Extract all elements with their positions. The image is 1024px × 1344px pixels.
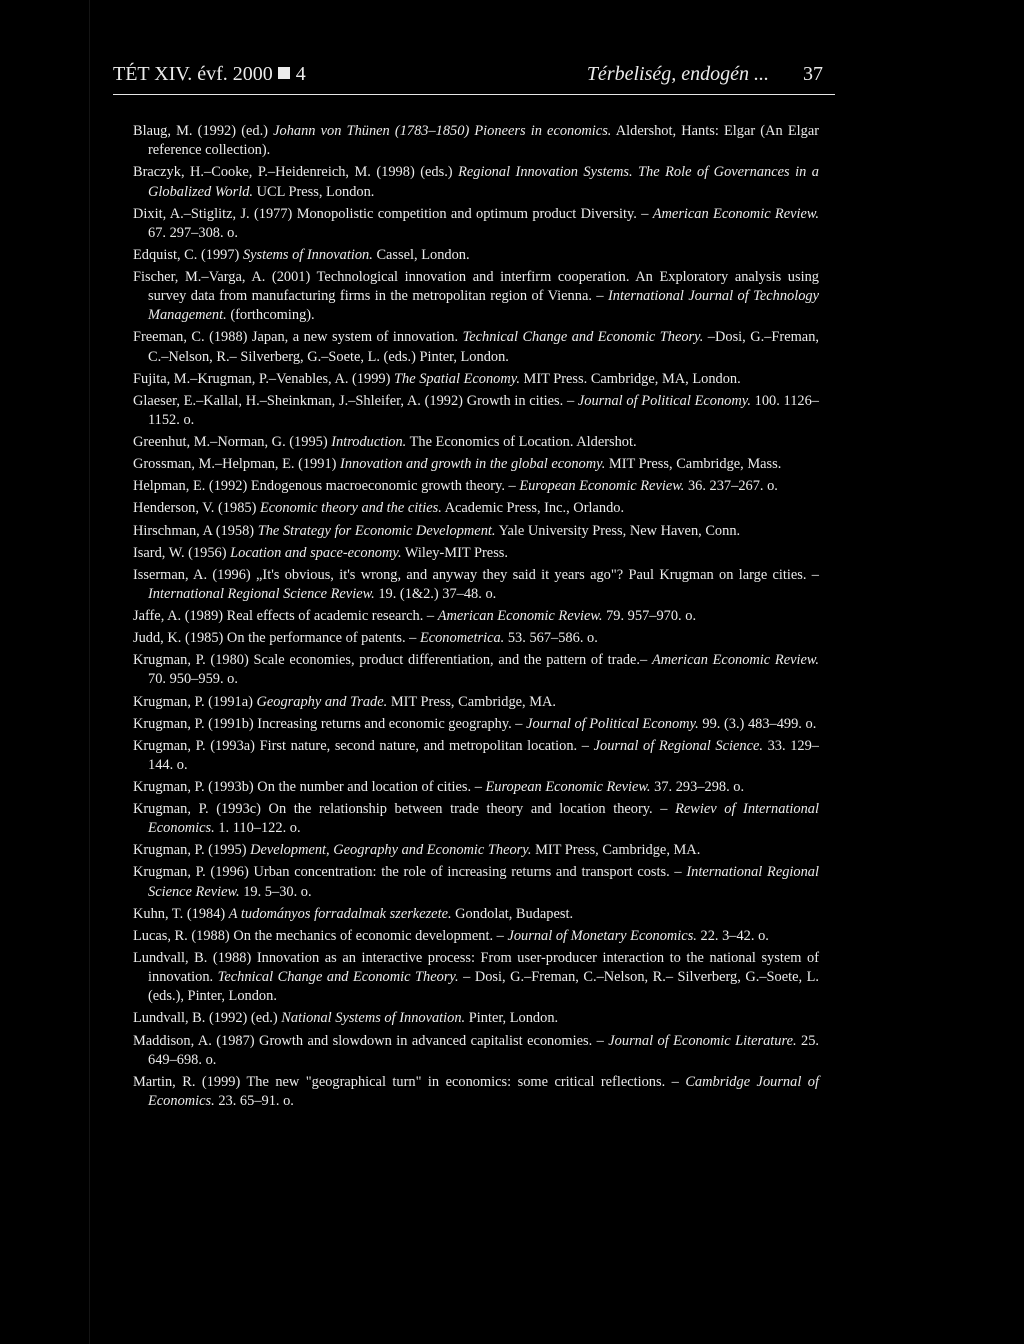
- reference-entry: [133, 737, 819, 775]
- reference-title: Rewiev of International Economics.: [148, 801, 819, 837]
- reference-title: European Economic Review.: [485, 779, 651, 795]
- reference-text: 99. (3.) 483–499. o.: [698, 715, 817, 732]
- reference-entry: [133, 949, 819, 1007]
- scan-margin-line: [89, 0, 90, 1344]
- reference-title: Economic theory and the cities.: [259, 500, 442, 517]
- reference-title: The Strategy for Economic Development.: [257, 522, 496, 539]
- reference-title: Geography and Trade.: [256, 693, 388, 710]
- reference-entry: [133, 715, 819, 734]
- reference-text: Henderson, V. (1985): [133, 500, 260, 517]
- reference-text: Aldershot, Hants: Elgar (An Elgar reference collection).: [148, 123, 819, 159]
- reference-text: Grossman, M.–Helpman, E. (1991): [133, 456, 341, 473]
- square-bullet-icon: [278, 67, 290, 79]
- reference-text: 1. 110–122. o.: [214, 820, 301, 837]
- reference-text: 36. 237–267. o.: [684, 478, 778, 495]
- reference-text: Helpman, E. (1992) Endogenous macroeconomic growth theory. –: [133, 478, 520, 495]
- reference-text: Krugman, P. (1991a): [133, 693, 257, 710]
- reference-entry: [133, 328, 819, 366]
- reference-text: Martin, R. (1999) The new "geographical turn" in economics: some critical reflections. –: [133, 1073, 686, 1090]
- reference-text: 23. 65–91. o.: [214, 1093, 294, 1110]
- reference-title: The Spatial Economy.: [394, 370, 520, 387]
- reference-entry: [133, 268, 819, 326]
- reference-text: 25. 649–698. o.: [148, 1032, 819, 1068]
- reference-text: 67. 297–308. o.: [148, 224, 238, 241]
- reference-text: Cassel, London.: [372, 246, 470, 263]
- reference-entry: [133, 693, 819, 712]
- reference-entry: [133, 246, 819, 265]
- reference-text: Pinter, London.: [465, 1010, 559, 1027]
- reference-entry: [133, 1073, 819, 1111]
- reference-text: 53. 567–586. o.: [504, 630, 598, 647]
- reference-title: Journal of Political Economy.: [577, 392, 751, 409]
- reference-text: Lucas, R. (1988) On the mechanics of economic development. –: [133, 927, 508, 944]
- page-header: [113, 60, 835, 95]
- reference-entry: [133, 566, 819, 604]
- reference-text: 37. 293–298. o.: [650, 779, 745, 795]
- reference-entry: [133, 778, 819, 797]
- reference-entry: [133, 629, 819, 648]
- reference-text: Krugman, P. (1993b) On the number and location of cities. –: [133, 779, 486, 795]
- reference-text: Fujita, M.–Krugman, P.–Venables, A. (1999): [133, 370, 395, 387]
- reference-text: Gondolat, Budapest.: [451, 905, 574, 922]
- reference-entry: [133, 455, 819, 474]
- reference-text: Greenhut, M.–Norman, G. (1995): [133, 434, 332, 451]
- reference-text: 22. 3–42. o.: [696, 927, 769, 944]
- reference-text: 70. 950–959. o.: [148, 671, 238, 688]
- reference-title: American Economic Review.: [652, 205, 820, 222]
- reference-title: American Economic Review.: [437, 608, 603, 625]
- journal-info: [113, 63, 306, 86]
- reference-text: Judd, K. (1985) On the performance of patents. –: [133, 630, 420, 647]
- reference-entry: [133, 1009, 819, 1028]
- reference-text: Glaeser, E.–Kallal, H.–Sheinkman, J.–Shleifer, A. (1992) Growth in cities. –: [133, 392, 578, 409]
- reference-text: Maddison, A. (1987) Growth and slowdown in advanced capitalist economies. –: [133, 1032, 609, 1049]
- reference-title: Innovation and growth in the global economy.: [340, 456, 606, 473]
- reference-text: Hirschman, A (1958): [133, 522, 258, 539]
- reference-text: –Dosi, G.–Freman, C.–Nelson, R.– Silverberg, G.–Soete, L. (eds.) Pinter, London.: [148, 329, 819, 365]
- reference-text: Braczyk, H.–Cooke, P.–Heidenreich, M. (1998) (eds.): [133, 164, 459, 181]
- reference-text: Fischer, M.–Varga, A. (2001) Technological innovation and interfirm cooperation. An Exploratory analysis using survey data from manufacturing firms in the metropolitan region of Vienna. –: [133, 268, 819, 305]
- reference-entry: [133, 163, 819, 201]
- reference-title: Technical Change and Economic Theory.: [217, 969, 459, 986]
- reference-title: Regional Innovation Systems. The Role of Governances in a Globalized World.: [148, 164, 819, 200]
- reference-entry: [133, 927, 819, 946]
- reference-text: MIT Press, Cambridge, Mass.: [605, 456, 782, 473]
- reference-title: Location and space-economy.: [230, 544, 402, 561]
- reference-text: Blaug, M. (1992) (ed.): [133, 123, 274, 139]
- reference-title: A tudományos forradalmak szerkezete.: [228, 905, 452, 922]
- reference-entry: [133, 522, 819, 541]
- reference-title: National Systems of Innovation.: [281, 1010, 466, 1027]
- reference-text: The Economics of Location. Aldershot.: [406, 434, 637, 451]
- reference-text: Krugman, P. (1993a) First nature, second nature, and metropolitan location. –: [133, 737, 594, 754]
- reference-title: International Regional Science Review.: [148, 585, 375, 602]
- reference-title: Journal of Political Economy.: [526, 715, 699, 732]
- reference-entry: [133, 370, 819, 389]
- reference-entry: [133, 1032, 819, 1070]
- reference-text: Yale University Press, New Haven, Conn.: [495, 522, 741, 539]
- reference-title: Johann von Thünen (1783–1850) Pioneers in economics.: [273, 123, 612, 139]
- reference-text: MIT Press, Cambridge, MA.: [387, 693, 557, 710]
- reference-entry: [133, 205, 819, 243]
- issue-number: 4: [295, 63, 306, 85]
- reference-title: Systems of Innovation.: [242, 246, 373, 263]
- reference-text: MIT Press. Cambridge, MA, London.: [519, 370, 741, 387]
- reference-entry: [133, 841, 819, 860]
- reference-title: European Economic Review.: [519, 478, 685, 495]
- reference-text: Wiley-MIT Press.: [401, 544, 508, 561]
- reference-text: Isserman, A. (1996) „It's obvious, it's wrong, and anyway they said it years ago"? Paul Krugman on large cities. –: [133, 566, 819, 583]
- reference-entry: [133, 499, 819, 518]
- reference-text: (forthcoming).: [226, 307, 315, 324]
- reference-text: Krugman, P. (1980) Scale economies, product differentiation, and the pattern of trade.–: [133, 652, 652, 669]
- running-title: Térbeliség, endogén ...: [586, 63, 769, 85]
- reference-text: Krugman, P. (1991b) Increasing returns and economic geography. –: [133, 715, 527, 732]
- reference-title: Cambridge Journal of Economics.: [148, 1073, 819, 1110]
- reference-text: Krugman, P. (1996) Urban concentration: the role of increasing returns and transport costs. –: [133, 864, 687, 881]
- reference-text: UCL Press, London.: [253, 183, 375, 200]
- reference-text: 79. 957–970. o.: [602, 608, 697, 625]
- reference-list: [133, 122, 819, 1114]
- reference-entry: [133, 905, 819, 924]
- reference-entry: [133, 544, 819, 563]
- reference-text: – Dosi, G.–Freman, C.–Nelson, R.– Silverberg, G.–Soete, L. (eds.), Pinter, London.: [148, 969, 819, 1005]
- reference-text: Lundvall, B. (1988) Innovation as an interactive process: From user-producer interaction to the national system of innovation.: [133, 949, 819, 986]
- reference-text: 19. (1&2.) 37–48. o.: [374, 585, 497, 602]
- reference-entry: [133, 433, 819, 452]
- journal-prefix: TÉT XIV. évf. 2000: [113, 63, 273, 85]
- reference-entry: [133, 651, 819, 689]
- reference-text: Kuhn, T. (1984): [133, 905, 229, 922]
- reference-entry: [133, 122, 819, 160]
- reference-text: 100. 1126–1152. o.: [148, 392, 819, 429]
- reference-text: Isard, W. (1956): [133, 544, 231, 561]
- reference-title: Development, Geography and Economic Theory.: [250, 842, 532, 859]
- reference-title: Journal of Regional Science.: [593, 737, 763, 754]
- reference-title: Technical Change and Economic Theory.: [462, 329, 704, 346]
- reference-entry: [133, 392, 819, 430]
- reference-entry: [133, 800, 819, 838]
- reference-title: Journal of Economic Literature.: [608, 1032, 797, 1049]
- reference-text: Freeman, C. (1988) Japan, a new system of innovation.: [133, 329, 463, 346]
- reference-title: Introduction.: [331, 434, 407, 451]
- reference-title: American Economic Review.: [651, 652, 819, 669]
- reference-text: 19. 5–30. o.: [239, 883, 312, 900]
- reference-text: Dixit, A.–Stiglitz, J. (1977) Monopolistic competition and optimum product Diversity. –: [133, 205, 653, 222]
- page-number: 37: [803, 63, 823, 85]
- reference-text: 33. 129–144. o.: [148, 737, 820, 773]
- reference-entry: [133, 863, 819, 901]
- reference-title: Journal of Monetary Economics.: [507, 927, 697, 944]
- reference-text: MIT Press, Cambridge, MA.: [531, 842, 701, 859]
- reference-text: Krugman, P. (1995): [133, 842, 251, 859]
- reference-entry: [133, 607, 819, 626]
- reference-title: International Regional Science Review.: [148, 864, 819, 900]
- reference-title: Econometrica.: [419, 630, 505, 647]
- reference-text: Lundvall, B. (1992) (ed.): [133, 1010, 282, 1027]
- reference-text: Jaffe, A. (1989) Real effects of academic research. –: [133, 608, 438, 625]
- reference-title: International Journal of Technology Management.: [148, 288, 819, 324]
- reference-text: Krugman, P. (1993c) On the relationship between trade theory and location theory. –: [133, 801, 676, 818]
- reference-entry: [133, 477, 819, 496]
- reference-text: Edquist, C. (1997): [133, 246, 243, 263]
- reference-text: Academic Press, Inc., Orlando.: [441, 500, 625, 517]
